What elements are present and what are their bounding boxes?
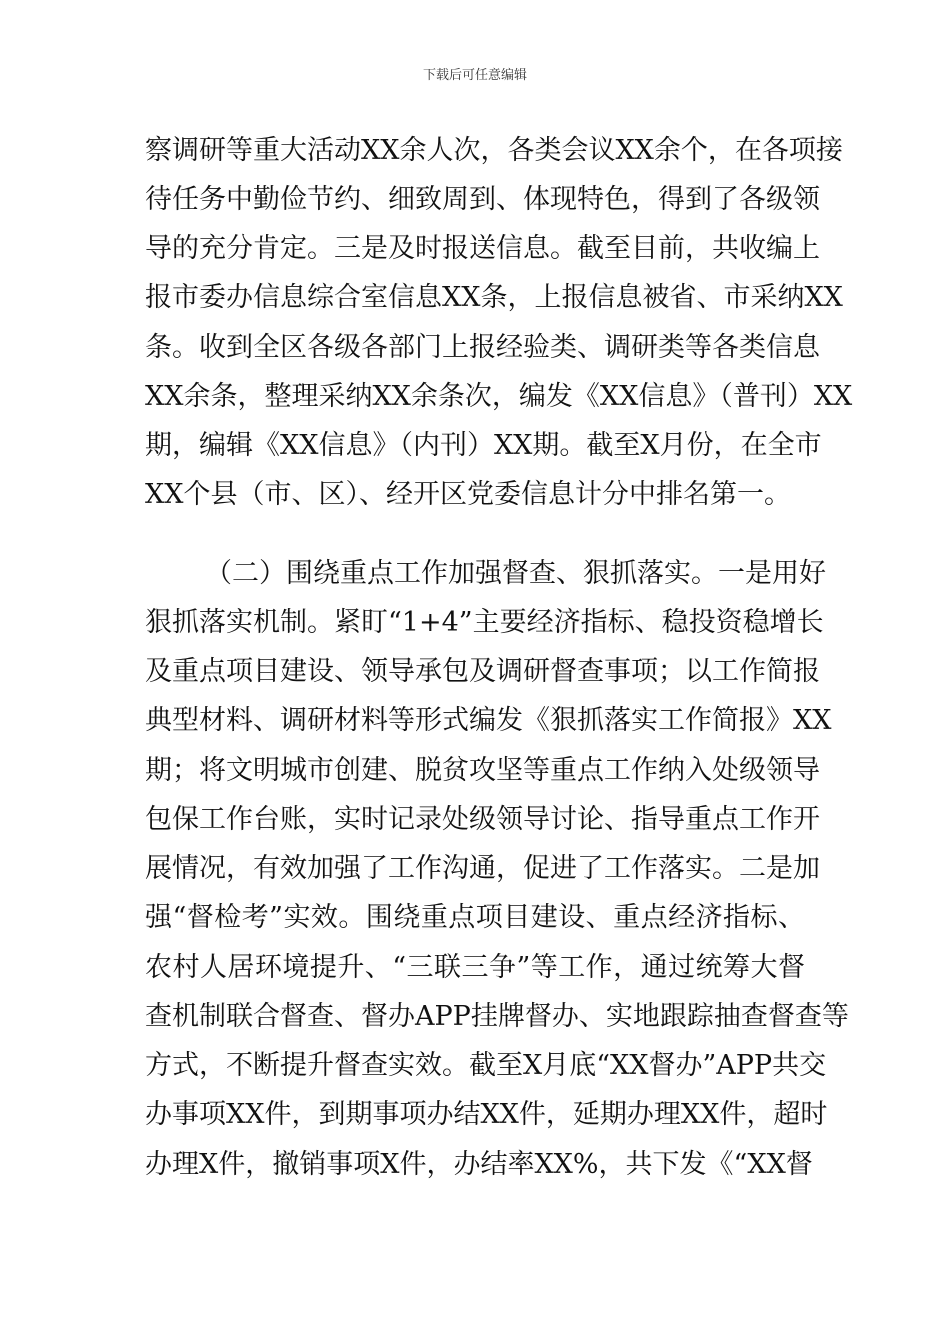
text-line: 查机制联合督查、督办APP挂牌督办、实地跟踪抽查督查等	[145, 1001, 849, 1032]
text-line: 办事项XX件，到期事项办结XX件，延期办理XX件，超时	[145, 1099, 828, 1130]
text-line: 导的充分肯定。三是及时报送信息。截至目前，共收编上	[145, 233, 820, 264]
text-line: 期；将文明城市创建、脱贫攻坚等重点工作纳入处级领导	[145, 755, 820, 786]
text-line: 狠抓落实机制。紧盯“1+4”主要经济指标、稳投资稳增长	[145, 607, 824, 638]
text-line: 报市委办信息综合室信息XX条，上报信息被省、市采纳XX	[145, 282, 843, 313]
text-line: 条。收到全区各级各部门上报经验类、调研类等各类信息	[145, 332, 820, 363]
text-line: XX余条，整理采纳XX余条次，编发《XX信息》（普刊）XX	[145, 381, 853, 412]
text-line: 办理X件，撤销事项X件，办结率XX%，共下发《“XX督	[145, 1149, 813, 1180]
text-line: 期，编辑《XX信息》（内刊）XX期。截至X月份，在全市	[145, 430, 822, 461]
text-line: 及重点项目建设、领导承包及调研督查事项；以工作简报	[145, 656, 820, 687]
text-line: 展情况，有效加强了工作沟通，促进了工作落实。二是加	[145, 853, 820, 884]
text-line: 包保工作台账，实时记录处级领导讨论、指导重点工作开	[145, 804, 820, 835]
text-line: 待任务中勤俭节约、细致周到、体现特色，得到了各级领	[145, 184, 820, 215]
text-line: 典型材料、调研材料等形式编发《狠抓落实工作简报》XX	[145, 705, 832, 736]
text-line: 农村人居环境提升、“三联三争”等工作，通过统筹大督	[145, 952, 805, 983]
text-line: XX个县（市、区）、经开区党委信息计分中排名第一。	[145, 479, 791, 510]
paragraph-heading-line: （二）围绕重点工作加强督查、狠抓落实。一是用好	[205, 558, 826, 589]
text-line: 方式，不断提升督查实效。截至X月底“XX督办”APP共交	[145, 1050, 827, 1081]
text-line: 察调研等重大活动XX余人次，各类会议XX余个，在各项接	[145, 135, 843, 166]
page-header: 下载后可任意编辑	[422, 68, 527, 83]
text-line: 强“督检考”实效。围绕重点项目建设、重点经济指标、	[145, 902, 805, 933]
